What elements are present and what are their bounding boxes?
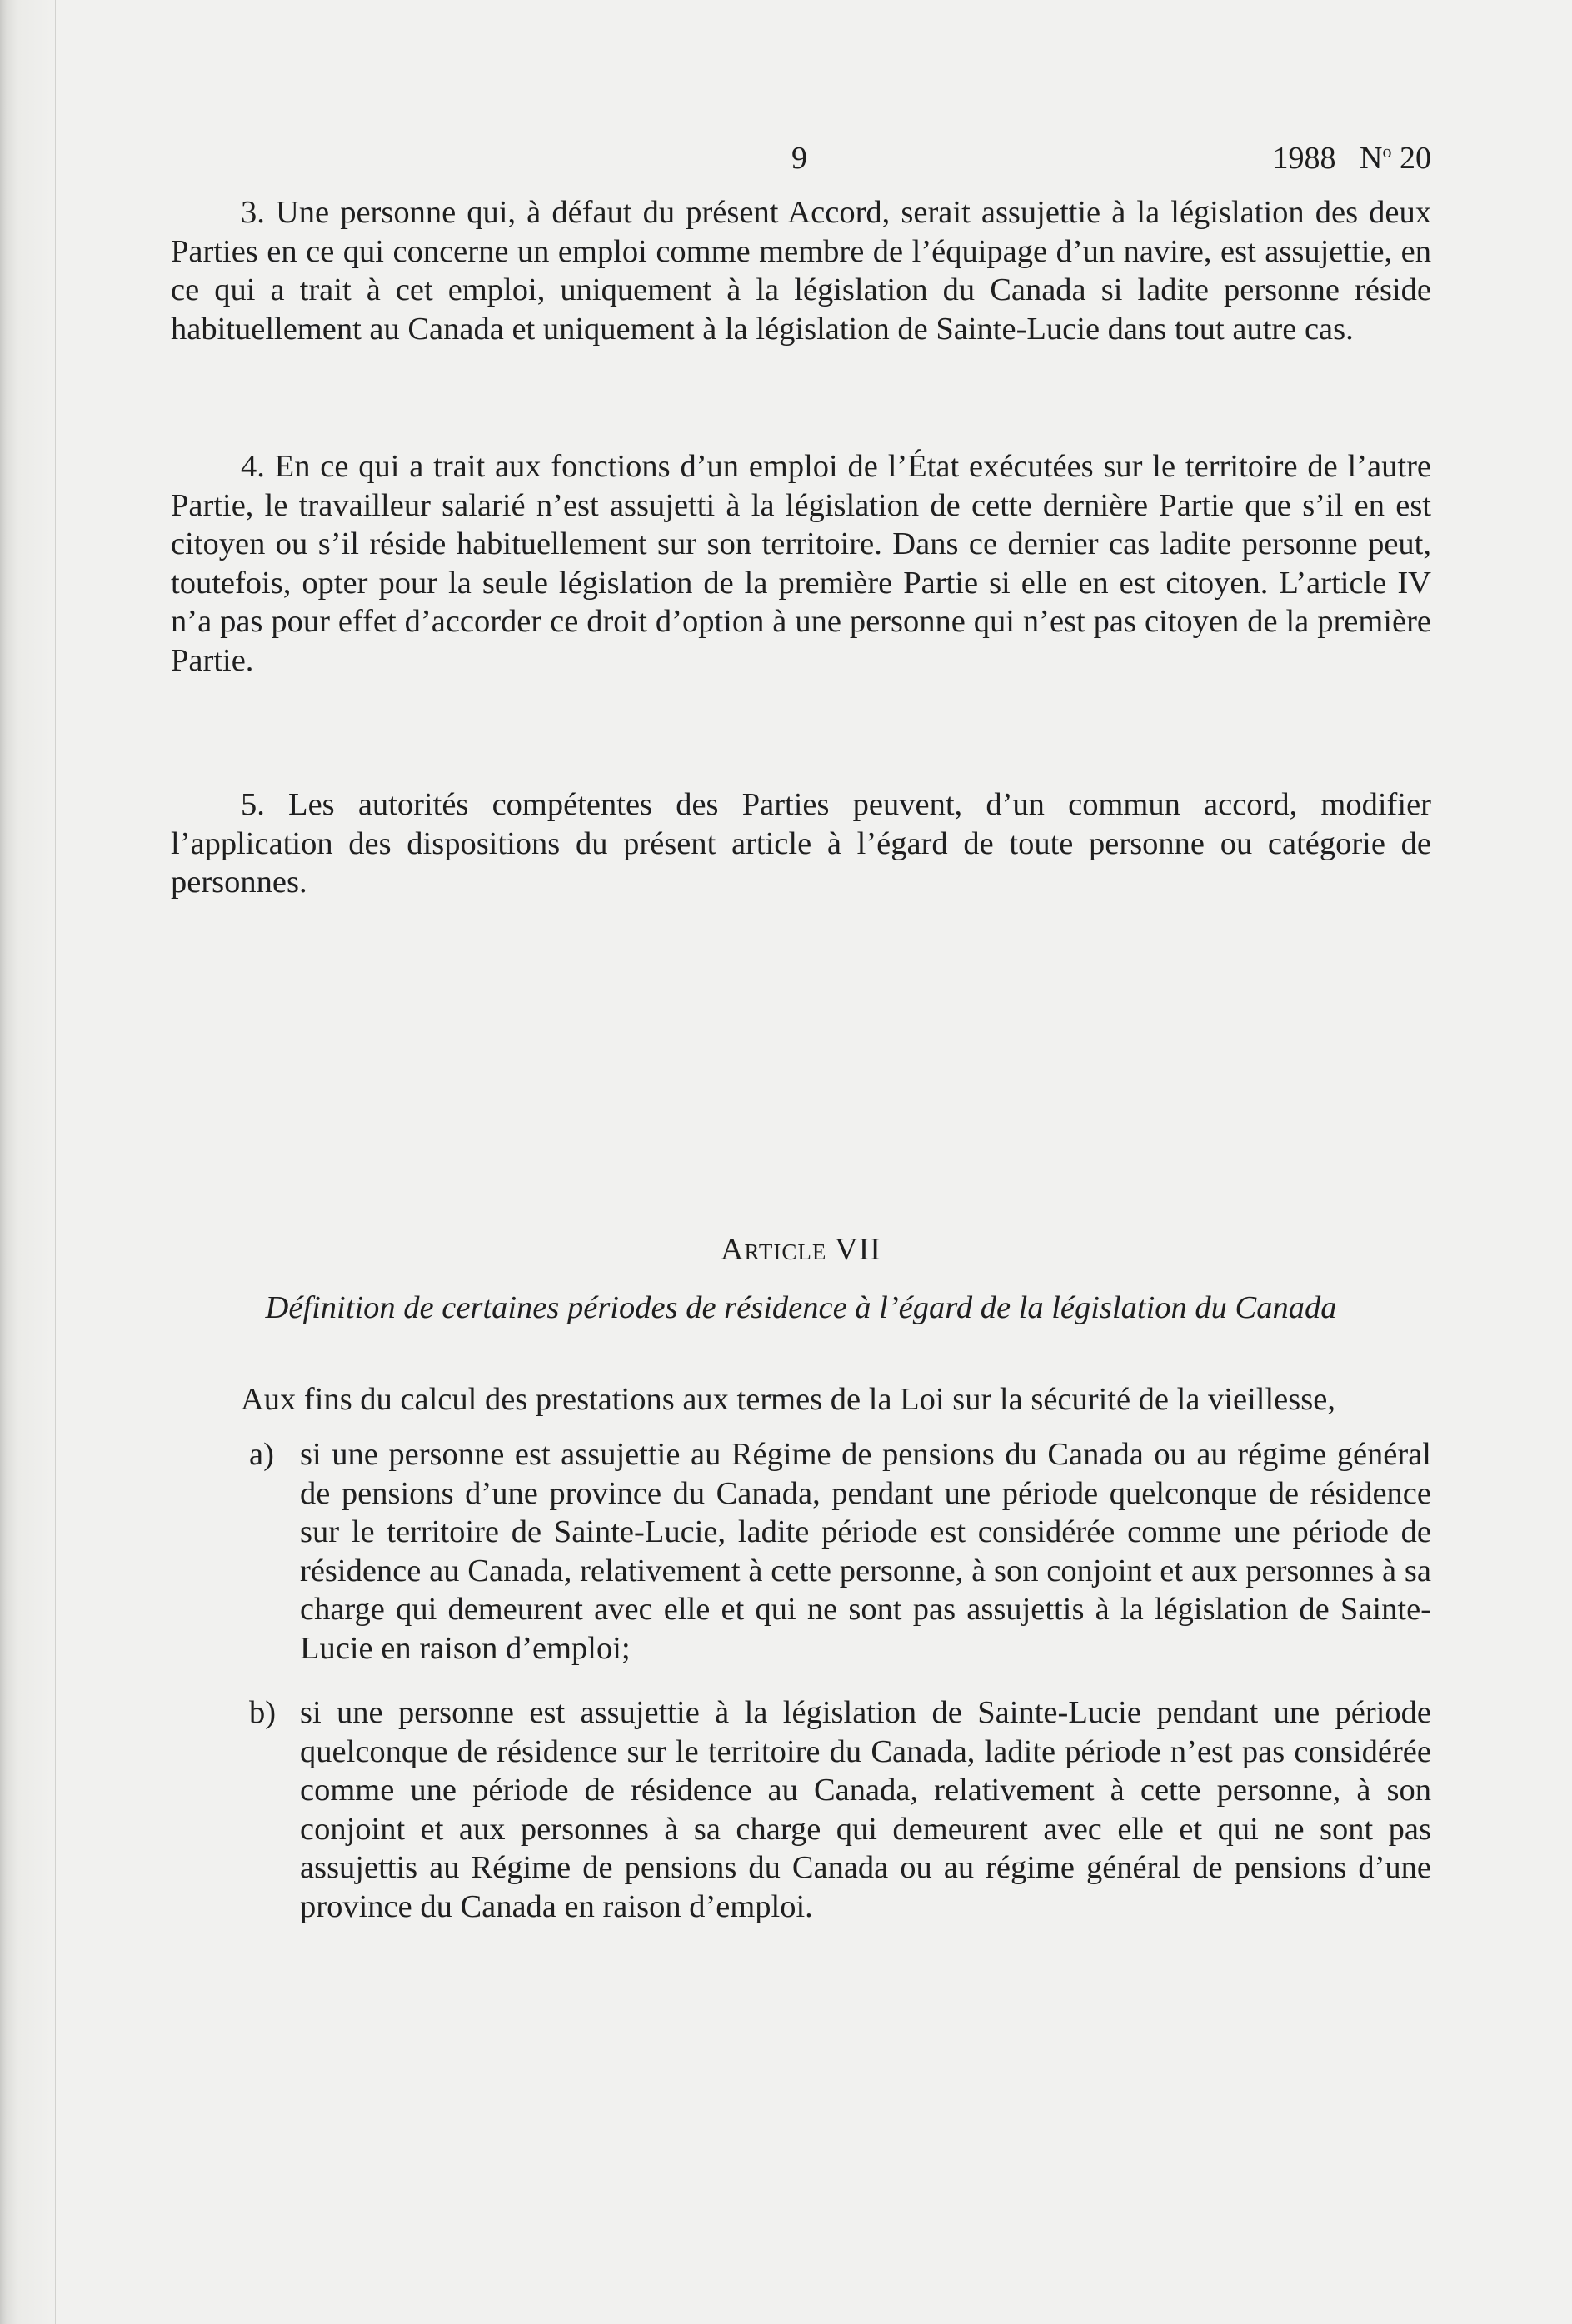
paragraph-4: 4. En ce qui a trait aux fonctions d’un emploi de l’État exécutées sur le territoire de l’autre Partie, le travailleur salarié n’est assujetti à la législation de cette dernière Partie que s’il en est citoyen ou s’il réside habituellement sur son territoire. Dans ce dernier cas ladite personne peut, toutefois, opter pour la seule législation de la première Partie si elle en est citoyen. L’article IV n’a pas pour effet d’accorder ce droit d’option à une personne qui n’est pas citoyen de la première Partie.: [171, 449, 1431, 678]
list-item-label: b): [249, 1695, 277, 1730]
page-number: 9: [791, 141, 807, 176]
list-item-b: [249, 1693, 1431, 1926]
article-heading-number: VII: [826, 1231, 881, 1267]
page-header: [171, 125, 1431, 175]
list-item-a: [249, 1435, 1431, 1668]
reference-number-superscript: o: [1382, 141, 1392, 162]
document-page: [171, 125, 1431, 1926]
article-heading: [171, 1230, 1431, 1269]
reference-year: 1988: [1272, 141, 1336, 176]
reference-number: 20: [1391, 141, 1431, 176]
paragraph-3: 3. Une personne qui, à défaut du présent Accord, serait assujettie à la législation des deux Parties en ce qui concerne un emploi comme membre de l’équipage d’un navire, est assujettie, en ce qui a trait à cet emploi, uniquement à la législation du Canada si ladite personne réside habituellement au Canada et uniquement à la législation de Sainte-Lucie dans tout autre cas.: [171, 195, 1431, 347]
reference-number-sign: N: [1360, 141, 1383, 176]
paragraph-5: 5. Les autorités compétentes des Parties peuvent, d’un commun accord, modifier l’application des dispositions du présent article à l’égard de toute personne ou catégorie de personnes.: [171, 787, 1431, 900]
page-edge-shadow: [0, 0, 58, 2324]
page-edge-line: [55, 0, 56, 2324]
list-item-text: si une personne est assujettie à la législation de Sainte-Lucie pendant une période quelconque de résidence sur le territoire du Canada, ladite période n’est pas considérée comme une période de résidence au Canada, relativement à cette personne, à son conjoint et aux personnes à sa charge qui demeurent avec elle et qui ne sont pas assujettis au Régime de pensions du Canada ou au régime général de pensions d’une province du Canada en raison d’emploi.: [300, 1695, 1431, 1924]
list-item-text: si une personne est assujettie au Régime de pensions du Canada ou au régime général de pensions d’une province du Canada, pendant une période quelconque de résidence sur le territoire de Sainte-Lucie, ladite période est considérée comme une période de résidence au Canada, relativement à cette personne, à son conjoint et aux personnes à sa charge qui demeurent avec elle et qui ne sont pas assujettis à la législation de Sainte-Lucie en raison d’emploi;: [300, 1437, 1431, 1666]
article-subtitle: Définition de certaines périodes de résidence à l’égard de la législation du Canada: [265, 1289, 1337, 1325]
document-reference: [1273, 140, 1431, 177]
article-heading-word: Article: [721, 1231, 827, 1267]
article-intro: Aux fins du calcul des prestations aux termes de la Loi sur la sécurité de la vieillesse,: [241, 1381, 1335, 1417]
list-item-label: a): [249, 1437, 274, 1472]
